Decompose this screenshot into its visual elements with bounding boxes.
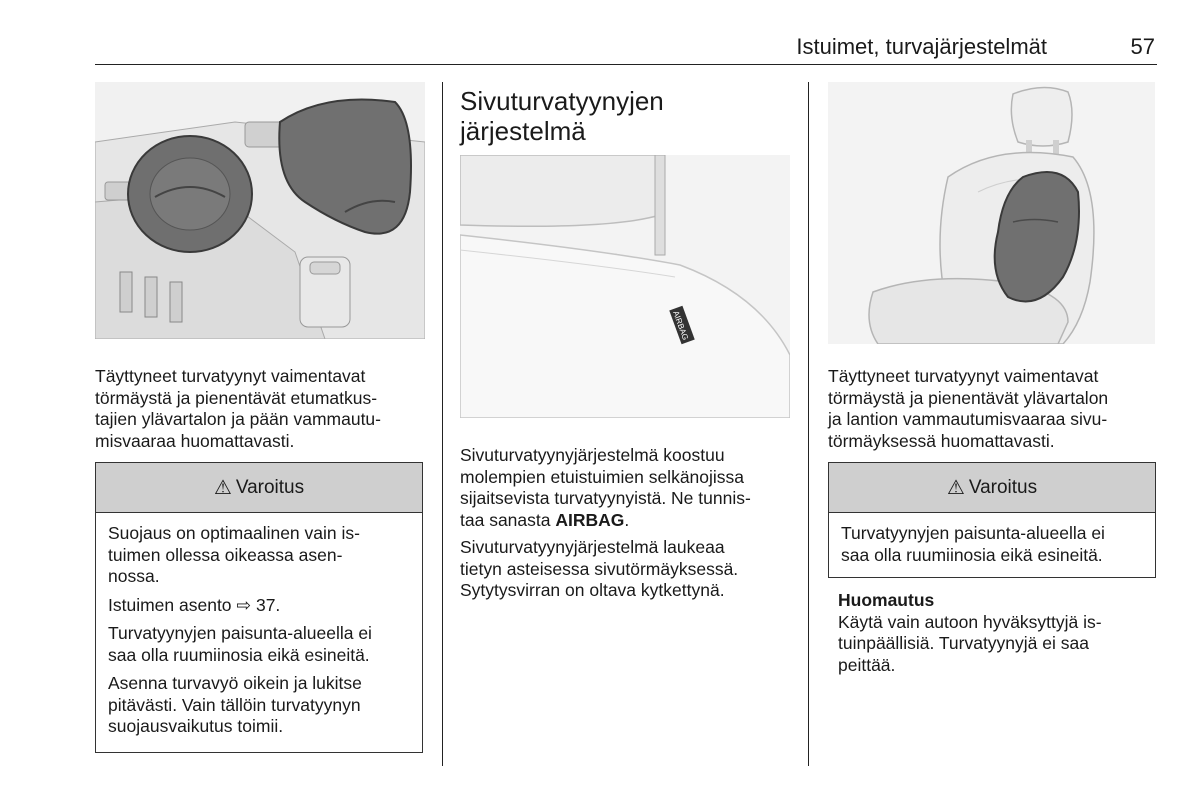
airbag-label-text: AIRBAG (671, 309, 690, 342)
warning-triangle-icon: ⚠ (213, 477, 232, 499)
page-reference-arrow-icon: ⇨ (236, 594, 252, 615)
warning-header (829, 463, 1155, 513)
warning-paragraph: Turvatyynyjen paisunta-alueella ei saa olla ruumiinosia eikä esineitä. (108, 623, 372, 665)
front-airbags-caption (95, 366, 425, 452)
side-airbag-figure (828, 82, 1155, 344)
section-title: Sivuturvatyynyjen järjestelmä (460, 86, 664, 146)
column-divider-left (442, 82, 443, 766)
note-block (838, 590, 1158, 676)
description-paragraph: Sivuturvatyynyjärjestelmä laukeaa tietyn asteisessa sivutörmäyksessä. Sytytysvirran on oltava kytkettynä. (460, 537, 739, 600)
warning-body (829, 513, 1155, 581)
warning-box-col1 (95, 462, 423, 753)
warning-paragraph-reference: Istuimen asento ⇨ 37. (108, 594, 281, 615)
caption-line: ja lantion vammautumisvaaraa sivu- (828, 409, 1108, 429)
warning-header (96, 463, 422, 513)
note-line: peittää. (838, 654, 896, 675)
caption-line: Täyttyneet turvatyynyt vaimentavat (828, 366, 1099, 386)
page-reference-link[interactable]: 37. (255, 594, 281, 615)
warning-triangle-icon: ⚠ (946, 477, 965, 499)
warning-title: Varoitus (968, 476, 1038, 498)
caption-line: Täyttyneet turvatyynyt vaimentavat (95, 366, 366, 386)
airbag-keyword: AIRBAG (555, 509, 625, 530)
note-title: Huomautus (838, 590, 935, 610)
column-divider-right (808, 82, 809, 766)
note-line: Käytä vain autoon hyväksyttyjä is- (838, 611, 1102, 632)
page-header (95, 30, 1157, 65)
caption-line: törmäystä ja pienentävät etumatkus- (95, 387, 378, 408)
warning-paragraph: Turvatyynyjen paisunta-alueella ei saa olla ruumiinosia eikä esineitä. (841, 523, 1105, 565)
front-airbags-icon (95, 82, 425, 339)
caption-line: törmäystä ja pienentävät ylävartalon (828, 387, 1109, 408)
caption-line: misvaaraa huomattavasti. (95, 430, 295, 451)
warning-paragraph: Asenna turvavyö oikein ja lukitse pitävästi. Vain tällöin turvatyynyn suojausvaikutus toimii. (108, 673, 362, 736)
warning-body (96, 513, 422, 753)
note-line: tuinpäällisiä. Turvatyynyjä ei saa (838, 633, 1089, 653)
warning-paragraph: Suojaus on optimaalinen vain is- tuimen ollessa oikeassa asen- nossa. (108, 523, 360, 586)
description-paragraph: Sivuturvatyynyjärjestelmä koostuu molempien etuistuimien selkänojissa sijaitsevista turvatyynyistä. Ne tunnis- taa sanasta AIRBAG. (460, 445, 751, 530)
seat-backrest-figure (460, 155, 790, 418)
warning-title: Varoitus (235, 476, 305, 498)
page-number: 57 (1130, 34, 1155, 59)
header-section-title: Istuimet, turvajärjestelmät (796, 34, 1047, 59)
side-airbag-description (460, 445, 790, 608)
seat-backrest-icon (460, 155, 790, 418)
warning-box-col3 (828, 462, 1156, 578)
side-airbags-caption (828, 366, 1158, 452)
side-airbag-seat-icon (828, 82, 1155, 344)
caption-line: törmäyksessä huomattavasti. (828, 430, 1055, 451)
caption-line: tajien ylävartalon ja pään vammautu- (95, 409, 381, 429)
front-airbags-figure (95, 82, 425, 339)
